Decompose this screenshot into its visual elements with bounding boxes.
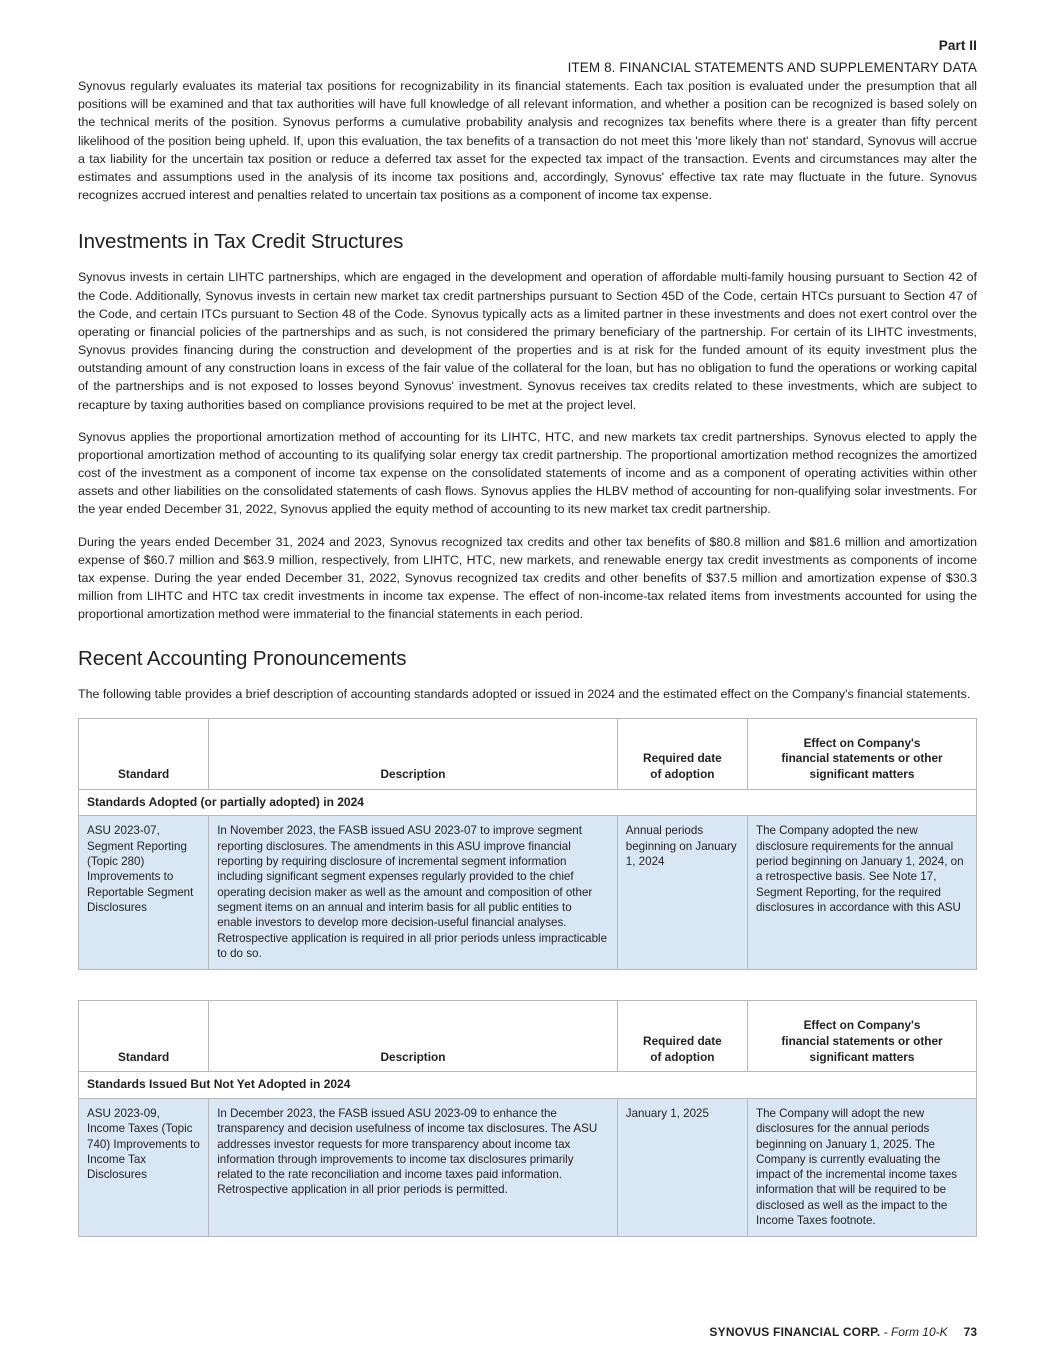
column-header-effect (747, 718, 976, 789)
column-header-required-date (617, 1001, 747, 1072)
table-header-row (79, 1001, 977, 1072)
footer-separator: - (880, 1325, 891, 1339)
footer-form-label: Form 10-K (890, 1325, 948, 1339)
table-band-row (79, 789, 977, 816)
column-header-effect-line3: significant matters (809, 1049, 915, 1064)
cell-required-date: January 1, 2025 (617, 1098, 747, 1236)
column-header-effect-line2: financial statements or other (781, 1033, 943, 1048)
footer-page-number: 73 (963, 1325, 977, 1339)
table-header-row (79, 718, 977, 789)
cell-description: In November 2023, the FASB issued ASU 2023-07 to improve segment reporting disclosures. The amendments in this ASU improve financial reporting by requiring disclosure of incremental segment information including significant segment expenses regularly provided to the chief operating decision maker as well as the amount and composition of other segment items on an annual and interim basis for all public entities to enable investors to develop more decision-useful financial analyses. Retrospective application is required in all prior periods unless impracticable to do so. (209, 816, 618, 970)
band-label-standards-issued: Standards Issued But Not Yet Adopted in 2024 (79, 1072, 977, 1099)
column-header-effect-line1: Effect on Company's (803, 735, 921, 750)
table-standards-issued-not-adopted (78, 1000, 977, 1237)
intro-paragraph: Synovus regularly evaluates its material tax positions for recognizability in its financial statements. Each tax position is evaluated under the presumption that all positions will be examined and that tax authorities will have full knowledge of all relevant information, and whether a position can be recognized is based solely on the technical merits of the position. Synovus performs a cumulative probability analysis and recognizes tax benefits where there is a greater than fifty percent likelihood of the position being upheld. If, upon this evaluation, the tax benefits of a transaction do not meet this 'more likely than not' standard, Synovus will accrue a tax liability for the uncertain tax position or reduce a deferred tax asset for the expected tax impact of the transaction. Events and circumstances may alter the estimates and assumptions used in the analysis of its income tax positions and, accordingly, Synovus' effective tax rate may fluctuate in the future. Synovus recognizes accrued interest and penalties related to uncertain tax positions as a component of income tax expense. (78, 79, 977, 203)
page-footer (78, 1325, 977, 1339)
cell-required-date: Annual periods beginning on January 1, 2024 (617, 816, 747, 970)
tax-credit-paragraph-3: During the years ended December 31, 2024 and 2023, Synovus recognized tax credits and other tax benefits of $80.8 million and $81.6 million and amortization expense of $60.7 million and $63.9 million, respectively, from LIHTC, HTC, new markets, and renewable energy tax credit investments as components of income tax expense. During the year ended December 31, 2022, Synovus recognized tax credits and other benefits of $37.5 million and amortization expense of $30.3 million from LIHTC and HTC tax credit investments in income tax expense. The effect of non-income-tax related items from investments accounted for using the proportional amortization method were immaterial to the financial statements in each period. (78, 534, 977, 622)
footer-company-name: SYNOVUS FINANCIAL CORP. (709, 1325, 881, 1339)
column-header-required-date-line2: of adoption (650, 1049, 715, 1064)
column-header-effect-line1: Effect on Company's (803, 1018, 921, 1033)
heading-investments-tax-credit-structures: Investments in Tax Credit Structures (78, 230, 404, 254)
page-header (78, 36, 977, 77)
tax-credit-paragraph-2: Synovus applies the proportional amortization method of accounting for its LIHTC, HTC, and new markets tax credit partnerships. Synovus elected to apply the proportional amortization method of accounting to its qualifying solar energy tax credit partnership. The proportional amortization method recognizes the amortized cost of the investment as a component of income tax expense on the consolidated statements of income and as a component of operating activities within other assets and other liabilities on the consolidated statements of cash flows. Synovus applies the HLBV method of accounting for non-qualifying solar investments. For the year ended December 31, 2022, Synovus applied the equity method of accounting to its new market tax credit partnership. (78, 429, 977, 517)
cell-description: In December 2023, the FASB issued ASU 2023-09 to enhance the transparency and decision usefulness of income tax disclosures. The ASU addresses investor requests for more transparency about income tax information through improvements to income tax disclosures primarily related to the rate reconciliation and income taxes paid information. Retrospective application in all prior periods is permitted. (209, 1098, 618, 1236)
header-part-label: Part II (938, 38, 977, 53)
cell-effect: The Company adopted the new disclosure requirements for the annual period beginning on January 1, 2024, on a retrospective basis. See Note 17, Segment Reporting, for the required disclosures in accordance with this ASU (747, 816, 976, 970)
column-header-standard: Standard (79, 718, 209, 789)
column-header-standard: Standard (79, 1001, 209, 1072)
table-standards-adopted (78, 718, 977, 971)
column-header-required-date-line1: Required date (643, 751, 722, 766)
column-header-description: Description (209, 1001, 618, 1072)
column-header-effect-line3: significant matters (809, 767, 915, 782)
cell-standard: ASU 2023-07, Segment Reporting (Topic 280) Improvements to Reportable Segment Disclosures (79, 816, 209, 970)
column-header-effect-line2: financial statements or other (781, 751, 943, 766)
tax-credit-paragraph-1: Synovus invests in certain LIHTC partnerships, which are engaged in the development and operation of affordable multi-family housing pursuant to Section 42 of the Code. Additionally, Synovus invests in certain new market tax credit partnerships pursuant to Section 45D of the Code, certain HTCs pursuant to Section 47 of the Code, and certain ITCs pursuant to Section 48 of the Code. Synovus typically acts as a limited partner in these investments and does not exert control over the operating or financial policies of the partnerships and as such, is not considered the primary beneficiary of the partnership. For certain of its LIHTC investments, Synovus provides financing during the construction and development of the properties and is at risk for the funded amount of its equity investment plus the outstanding amount of any construction loans in excess of the fair value of the collateral for the loan, but has no obligation to fund the operations or working capital of the partnerships and is not exposed to losses beyond Synovus' investment. Synovus receives tax credits related to these investments, which are subject to recapture by taxing authorities based on compliance provisions required to be met at the project level. (78, 270, 977, 412)
column-header-required-date (617, 718, 747, 789)
pronouncements-intro-paragraph: The following table provides a brief description of accounting standards adopted or issued in 2024 and the estimated effect on the Company's financial statements. (78, 687, 971, 702)
header-item-label: ITEM 8. FINANCIAL STATEMENTS AND SUPPLEMENTARY DATA (567, 59, 977, 75)
cell-standard: ASU 2023-09, Income Taxes (Topic 740) Improvements to Income Tax Disclosures (79, 1098, 209, 1236)
column-header-effect (747, 1001, 976, 1072)
column-header-required-date-line1: Required date (643, 1033, 722, 1048)
column-header-required-date-line2: of adoption (650, 767, 715, 782)
band-label-standards-adopted: Standards Adopted (or partially adopted) in 2024 (79, 789, 977, 816)
column-header-description: Description (209, 718, 618, 789)
table-row (79, 1098, 977, 1236)
table-row (79, 816, 977, 970)
table-band-row (79, 1072, 977, 1099)
heading-recent-accounting-pronouncements: Recent Accounting Pronouncements (78, 647, 407, 671)
cell-effect: The Company will adopt the new disclosures for the annual periods beginning on January 1, 2025. The Company is currently evaluating the impact of the incremental income taxes information that will be required to be disclosed as well as the impact to the Income Taxes footnote. (747, 1098, 976, 1236)
